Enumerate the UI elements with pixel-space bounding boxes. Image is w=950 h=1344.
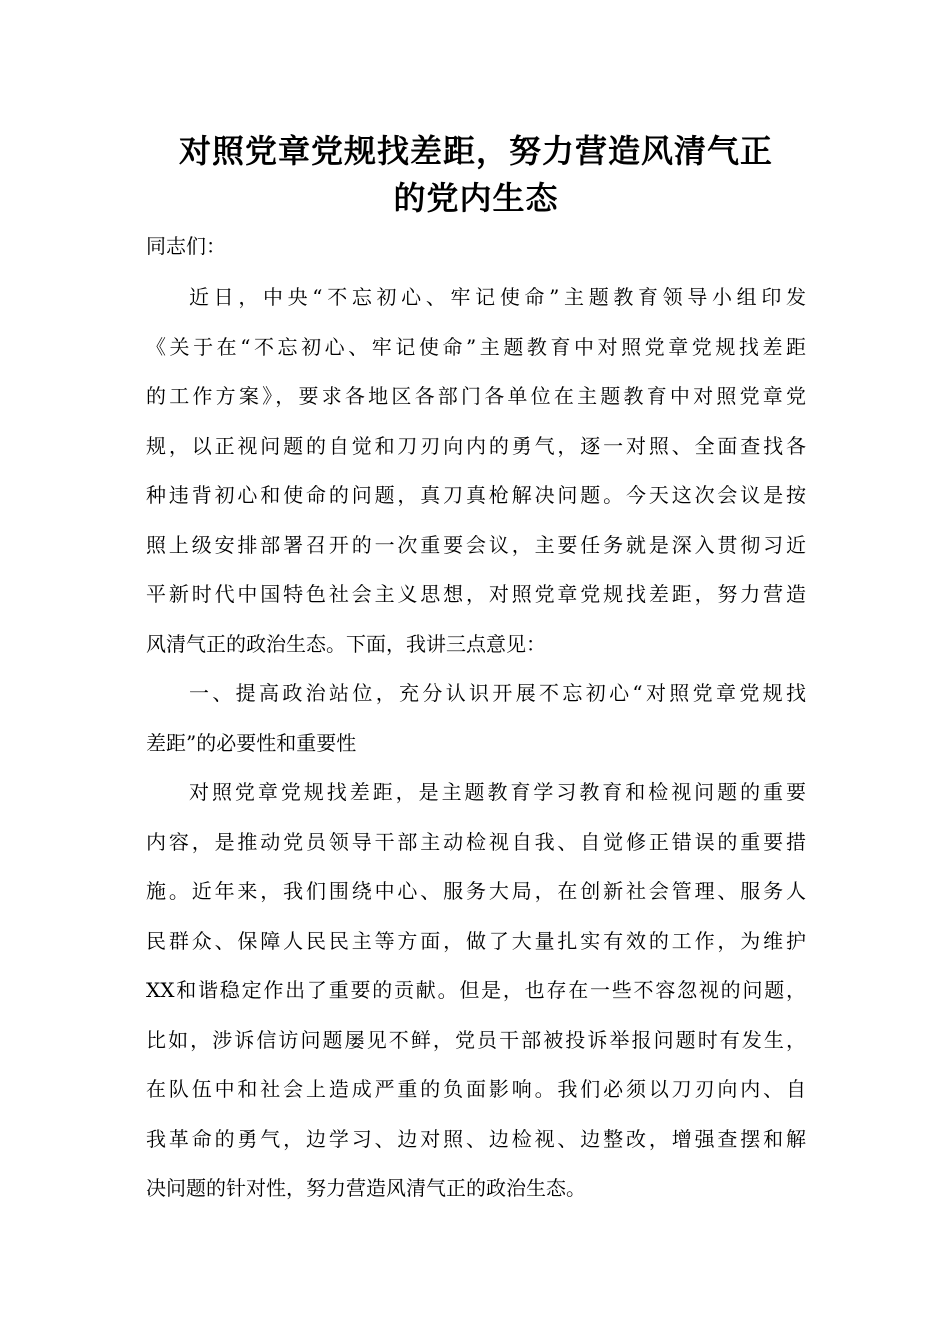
paragraph-line: 比如，涉诉信访问题屡见不鲜，党员干部被投诉举报问题时有发生， (146, 1027, 806, 1052)
paragraph-line: 决问题的针对性，努力营造风清气正的政治生态。 (146, 1176, 586, 1200)
paragraph-body (146, 768, 806, 1214)
paragraph-line: 规，以正视问题的自觉和刀刃向内的勇气，逐一对照、全面查找各 (146, 433, 806, 458)
paragraph-line: 民群众、保障人民民主等方面，做了大量扎实有效的工作，为维护 (146, 928, 806, 953)
paragraph-line: 平新时代中国特色社会主义思想，对照党章党规找差距，努力营造 (146, 582, 806, 606)
paragraph-line: 的工作方案》，要求各地区各部门各单位在主题教育中对照党章党 (146, 384, 806, 408)
paragraph-line: 对照党章党规找差距，是主题教育学习教育和检视问题的重要 (189, 780, 806, 804)
paragraph-line: 施。近年来，我们围绕中心、服务大局，在创新社会管理、服务人 (146, 879, 806, 903)
paragraph-line: 照上级安排部署召开的一次重要会议，主要任务就是深入贯彻习近 (146, 532, 806, 557)
paragraph-line: 在队伍中和社会上造成严重的负面影响。我们必须以刀刃向内、自 (146, 1077, 806, 1101)
paragraph-line: 《关于在“不忘初心、牢记使命”主题教育中对照党章党规找差距 (146, 334, 806, 359)
heading-line: 一、提高政治站位，充分认识开展不忘初心“对照党章党规找 (189, 681, 806, 705)
title-line-2: 的党内生态 (393, 179, 559, 217)
title-line-1: 对照党章党规找差距，努力营造风清气正 (178, 132, 773, 170)
paragraph-line: 近日，中央“不忘初心、牢记使命”主题教育领导小组印发 (189, 285, 806, 309)
paragraph-line: 我革命的勇气，边学习、边对照、边检视、边整改，增强查摆和解 (146, 1126, 806, 1151)
document-page (146, 128, 806, 1214)
paragraph-line: 内容，是推动党员领导干部主动检视自我、自觉修正错误的重要措 (146, 829, 806, 854)
paragraph-line: XX和谐稳定作出了重要的贡献。但是，也存在一些不容忽视的问题， (146, 978, 806, 1002)
document-title (146, 128, 806, 222)
heading-line: 差距”的必要性和重要性 (146, 730, 357, 755)
paragraph-intro (146, 273, 806, 669)
paragraph-line: 种违背初心和使命的问题，真刀真枪解决问题。今天这次会议是按 (146, 483, 806, 507)
salutation: 同志们： (146, 234, 226, 258)
paragraph-line: 风清气正的政治生态。下面，我讲三点意见： (146, 631, 546, 656)
section-heading-1 (146, 669, 806, 768)
